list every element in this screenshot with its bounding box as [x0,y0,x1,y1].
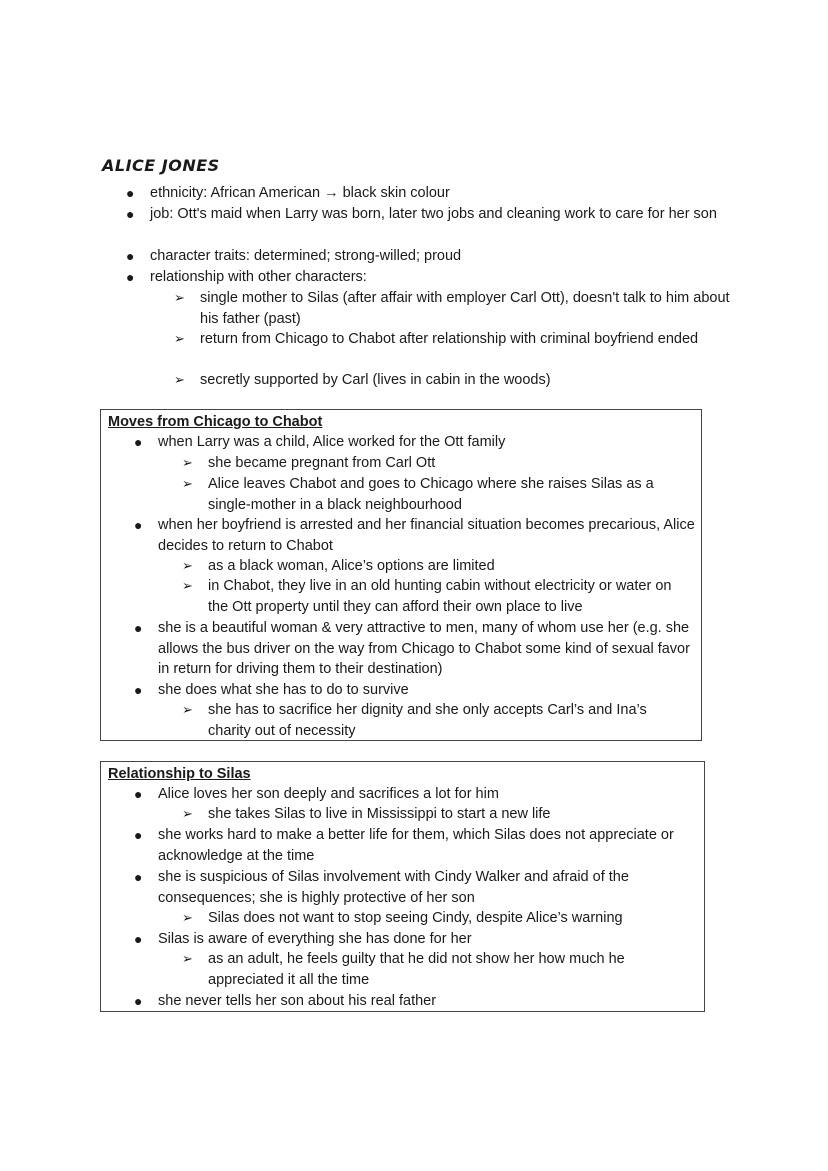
list-item: ● she never tells her son about his real father [158,991,698,1012]
sub-list-item: ➢ Silas does not want to stop seeing Cindy, despite Alice’s warning [208,908,688,929]
bullet-icon: ● [134,993,143,1009]
bullet-icon: ● [134,931,143,947]
page-title: ALICE JONES [102,156,220,175]
sub-list-item: ➢ single mother to Silas (after affair with employer Carl Ott), doesn't talk to him about his father (past) [174,290,730,327]
bullet-icon: ● [126,248,135,264]
arrow-bullet-icon: ➢ [182,910,193,925]
section-heading: Relationship to Silas [108,766,251,782]
arrow-bullet-icon: ➢ [182,806,193,821]
list-item: ● character traits: determined; strong-willed; proud [150,246,740,267]
section-heading: Moves from Chicago to Chabot [108,414,323,430]
sub-list-item: ➢ she has to sacrifice her dignity and she only accepts Carl’s and Ina’s charity out of necessity [182,702,647,739]
list-item: ● she is suspicious of Silas involvement with Cindy Walker and afraid of the consequences; she is highly protective of her son [134,869,629,906]
arrow-bullet-icon: ➢ [174,290,185,305]
list-item: ● Silas is aware of everything she has done for her [158,929,698,950]
bullet-icon: ● [126,185,135,201]
arrow-bullet-icon: ➢ [182,476,193,491]
bullet-icon: ● [134,682,143,698]
sub-list-item: ➢ as an adult, he feels guilty that he did not show her how much he appreciated it all the time [182,951,625,988]
sub-list-item: ➢ she takes Silas to live in Mississippi to start a new life [208,804,688,825]
bullet-icon: ● [134,827,143,843]
bullet-icon: ● [134,434,143,450]
list-item: ● ethnicity: African American → black skin colour [150,183,740,204]
list-item: ● when her boyfriend is arrested and her financial situation becomes precarious, Alice decides to return to Chabot [134,517,695,554]
sub-list-item: ➢ return from Chicago to Chabot after relationship with criminal boyfriend ended [200,329,735,350]
bullet-icon: ● [134,869,143,885]
bullet-icon: ● [134,620,143,636]
arrow-bullet-icon: ➢ [174,372,185,387]
bullet-icon: ● [134,786,143,802]
arrow-bullet-icon: ➢ [174,331,185,346]
sub-list-item: ➢ she became pregnant from Carl Ott [208,453,678,474]
list-item: ● job: Ott's maid when Larry was born, later two jobs and cleaning work to care for her son [150,204,740,225]
bullet-icon: ● [126,269,135,285]
arrow-bullet-icon: ➢ [182,455,193,470]
bullet-icon: ● [126,206,135,222]
arrow-bullet-icon: ➢ [182,558,193,573]
list-item: ● Alice loves her son deeply and sacrifices a lot for him [158,784,698,805]
sub-list-item: ➢ as a black woman, Alice’s options are limited [208,556,688,577]
list-item: ● she does what she has to do to survive [158,680,698,701]
list-item: ● she works hard to make a better life for them, which Silas does not appreciate or acknowledge at the time [134,827,674,864]
arrow-bullet-icon: ➢ [182,578,193,593]
arrow-bullet-icon: ➢ [182,702,193,717]
list-item: ● when Larry was a child, Alice worked for the Ott family [158,432,698,453]
sub-list-item: ➢ Alice leaves Chabot and goes to Chicago where she raises Silas as a single-mother in a black neighbourhood [182,476,654,513]
list-item: ● relationship with other characters: [150,267,740,288]
sub-list-item: ➢ in Chabot, they live in an old hunting cabin without electricity or water on the Ott property until they can afford their own place to live [182,578,672,615]
arrow-bullet-icon: ➢ [182,951,193,966]
sub-list-item: ➢ secretly supported by Carl (lives in cabin in the woods) [200,370,735,391]
list-item: ● she is a beautiful woman & very attractive to men, many of whom use her (e.g. she allows the bus driver on the way from Chicago to Chabot some kind of sexual favor in return for driving them to their destination) [134,620,690,678]
bullet-icon: ● [134,517,143,533]
